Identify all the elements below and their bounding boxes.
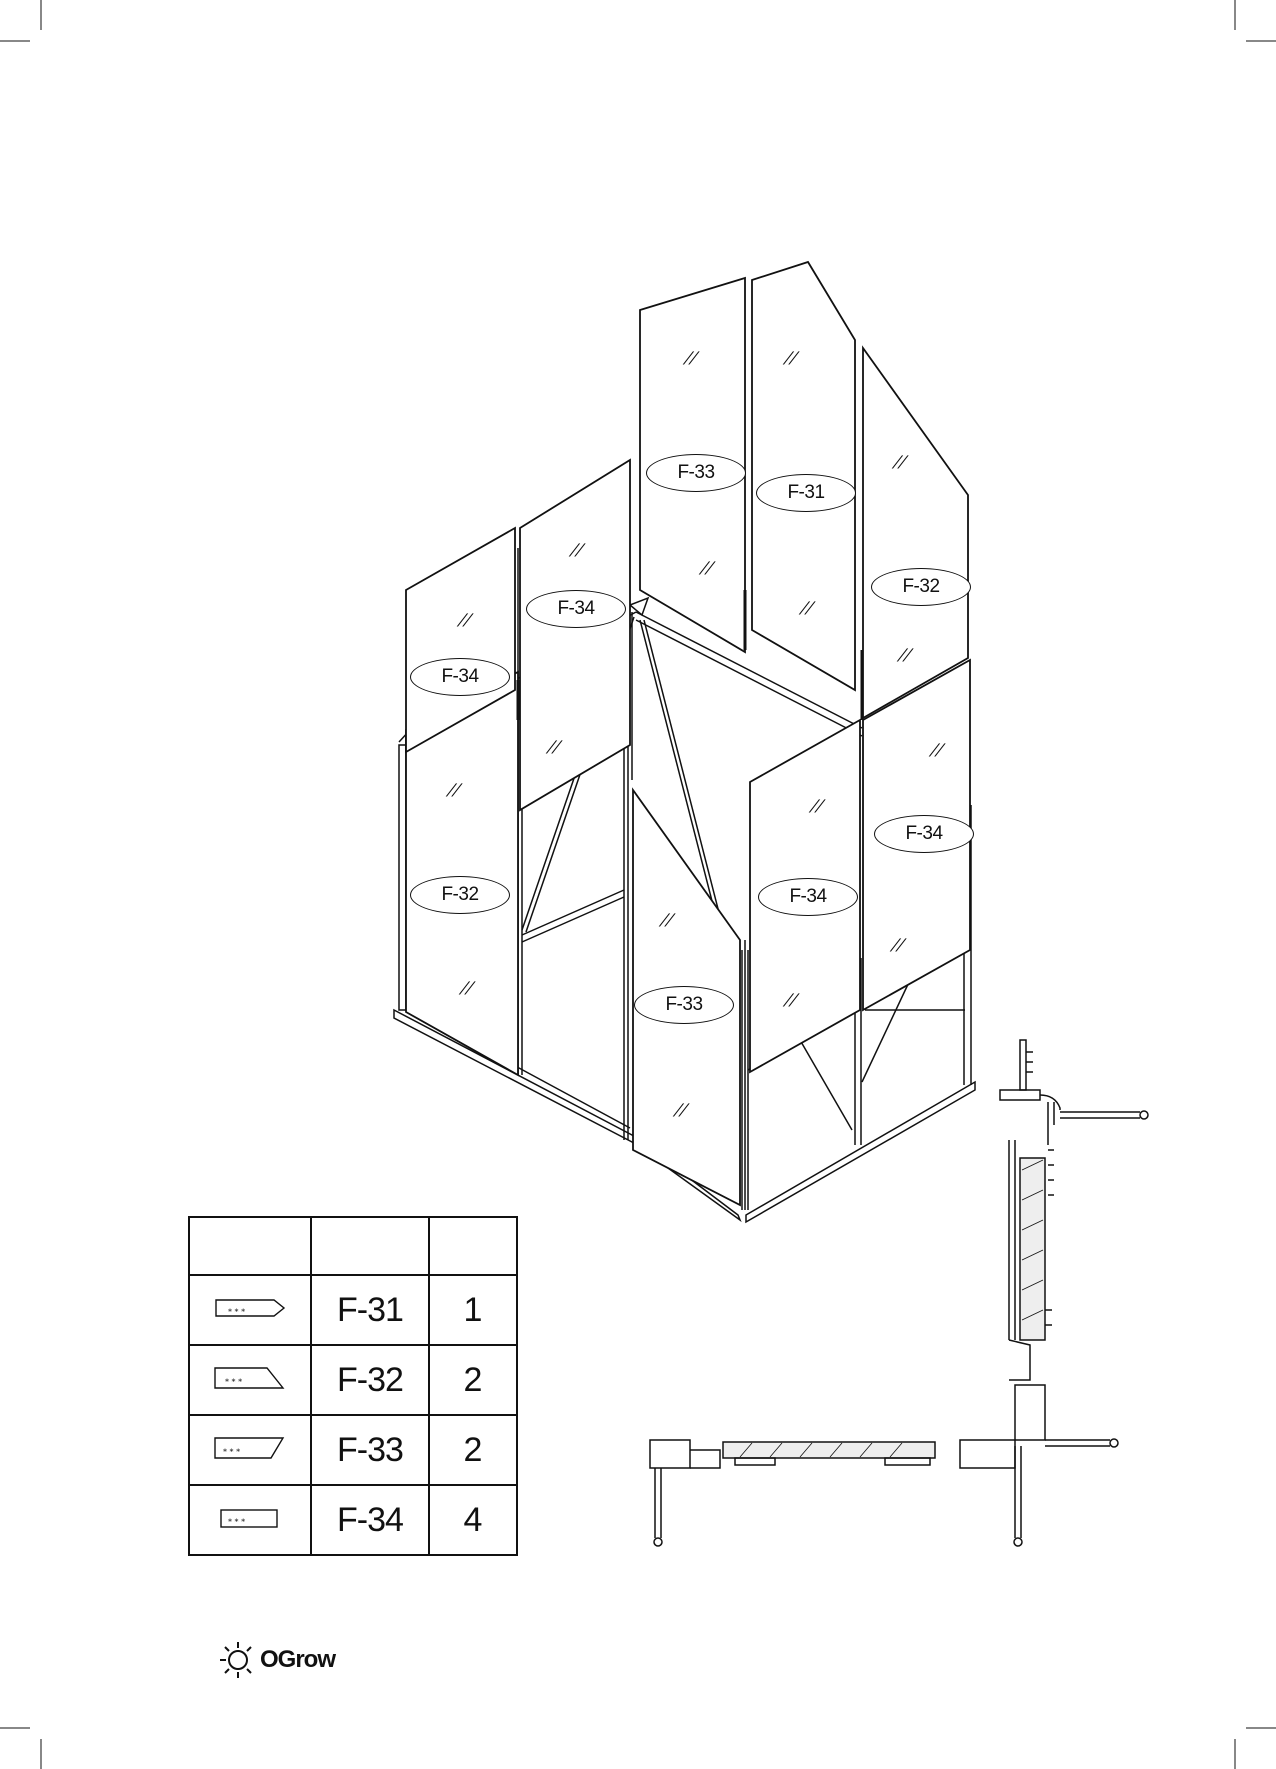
sun-icon <box>218 1640 258 1680</box>
table-header <box>311 1217 429 1275</box>
glass-mark: // <box>890 452 911 471</box>
part-code: F-32 <box>311 1345 429 1415</box>
glass-mark: // <box>681 348 702 367</box>
table-row <box>189 1345 517 1415</box>
glass-mark: // <box>888 935 909 954</box>
glass-mark: // <box>781 348 802 367</box>
glass-mark: // <box>797 598 818 617</box>
part-quantity: 2 <box>429 1345 517 1415</box>
panel-label: F-34 <box>410 658 510 696</box>
glass-mark: // <box>697 558 718 577</box>
table-row <box>189 1415 517 1485</box>
panel-label: F-32 <box>410 876 510 914</box>
svg-text:⁎ ⁎ ⁎: ⁎ ⁎ ⁎ <box>225 1374 243 1384</box>
brand-name: OGrow <box>260 1646 336 1673</box>
panel-label: F-32 <box>871 568 971 606</box>
glass-mark: // <box>444 780 465 799</box>
glass-mark: // <box>895 645 916 664</box>
glass-mark: // <box>807 796 828 815</box>
glass-mark: // <box>657 910 678 929</box>
parts-table <box>188 1216 518 1556</box>
part-quantity: 2 <box>429 1415 517 1485</box>
glass-mark: // <box>544 737 565 756</box>
panel-label: F-34 <box>758 878 858 916</box>
part-quantity: 1 <box>429 1275 517 1345</box>
svg-text:⁎ ⁎ ⁎: ⁎ ⁎ ⁎ <box>228 1304 246 1314</box>
rectangular-panel-icon <box>189 1485 311 1555</box>
table-row <box>189 1485 517 1555</box>
glass-mark: // <box>781 990 802 1009</box>
pointed-panel-icon <box>189 1275 311 1345</box>
table-row <box>189 1275 517 1345</box>
slanted-top-panel-icon <box>189 1415 311 1485</box>
part-code: F-34 <box>311 1485 429 1555</box>
panel-label: F-31 <box>756 474 856 512</box>
glass-mark: // <box>927 740 948 759</box>
glass-mark: // <box>455 610 476 629</box>
svg-text:⁎ ⁎ ⁎: ⁎ ⁎ ⁎ <box>223 1444 241 1454</box>
slanted-right-panel-icon <box>189 1345 311 1415</box>
part-code: F-31 <box>311 1275 429 1345</box>
panel-label: F-34 <box>526 590 626 628</box>
part-code: F-33 <box>311 1415 429 1485</box>
brand-logo <box>218 1640 335 1680</box>
svg-text:⁎ ⁎ ⁎: ⁎ ⁎ ⁎ <box>228 1514 246 1524</box>
panel-label: F-34 <box>874 815 974 853</box>
part-quantity: 4 <box>429 1485 517 1555</box>
glass-mark: // <box>671 1100 692 1119</box>
table-header <box>189 1217 311 1275</box>
panel-label: F-33 <box>634 986 734 1024</box>
table-header-row <box>189 1217 517 1275</box>
glass-mark: // <box>567 540 588 559</box>
table-header <box>429 1217 517 1275</box>
glass-mark: // <box>457 978 478 997</box>
panel-label: F-33 <box>646 454 746 492</box>
